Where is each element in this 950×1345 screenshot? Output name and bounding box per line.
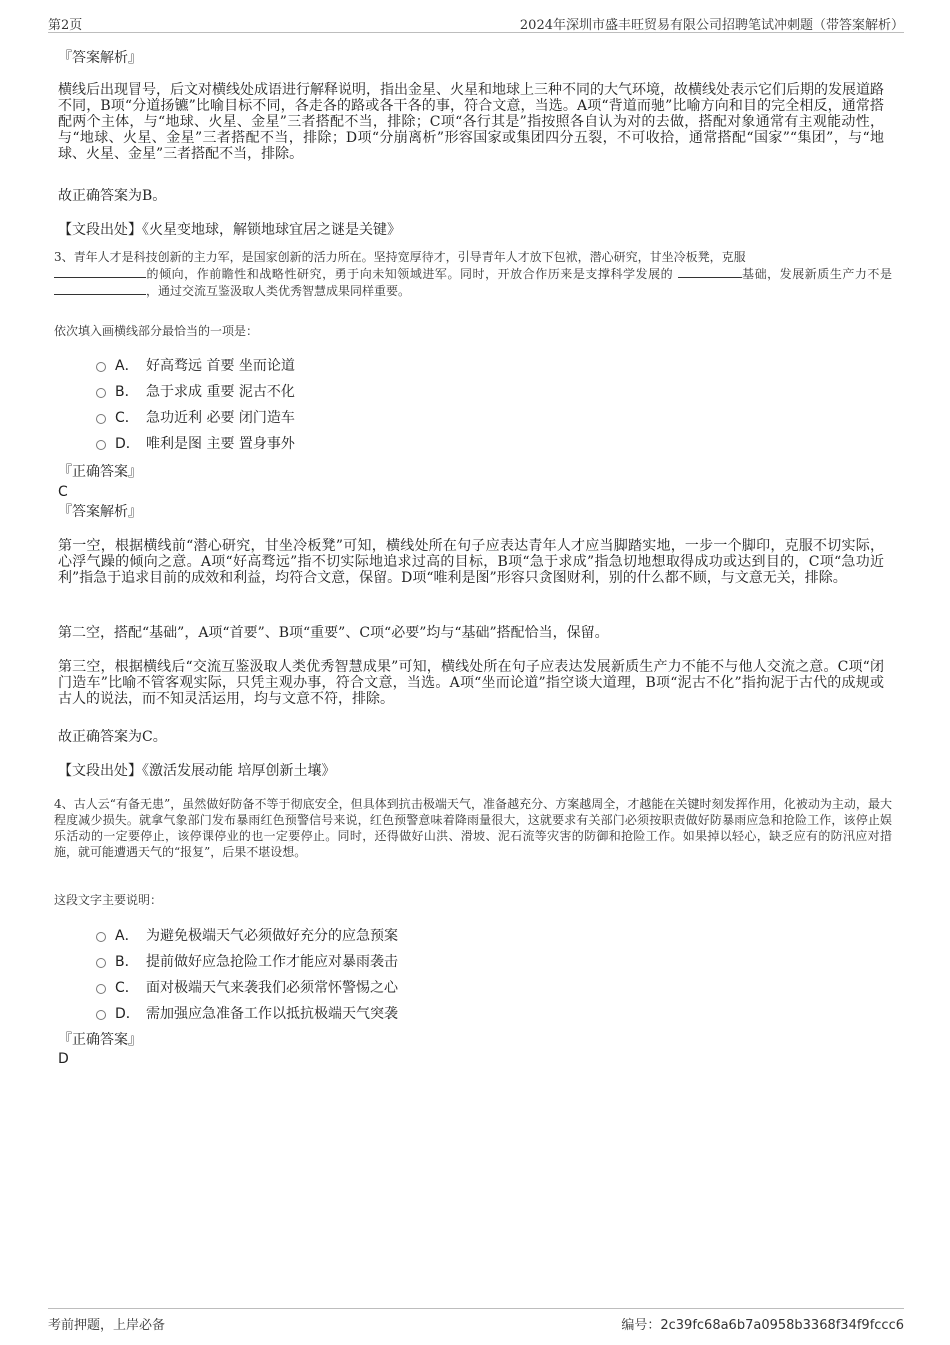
- analysis-label: 『答案解析』: [58, 50, 142, 66]
- fill-blank-2: [678, 265, 742, 278]
- analysis-label: 『答案解析』: [58, 504, 142, 520]
- correct-answer-value: C: [58, 484, 68, 500]
- document-code: 编号：2c39fc68a6b7a0958b3368f34f9fccc6: [621, 1318, 904, 1333]
- analysis-paragraph-3: 第三空，根据横线后“交流互鉴汲取人类优秀智慧成果”可知，横线处所在句子应表达发展新质生产力不能不与他人交流之意。C项“闭门造车”比喻不管客观实际，只凭主观办事，符合文意，当选。A项“坐而论道”指空谈大道理，B项“泥古不化”指拘泥于古代的成规或古人的说法，而不知灵活运用，均与文意不符，排除。: [58, 659, 884, 707]
- document-title: 2024年深圳市盛丰旺贸易有限公司招聘笔试冲刺题（带答案解析）: [519, 18, 904, 33]
- radio-button[interactable]: [96, 414, 106, 424]
- question-number: 3: [54, 250, 62, 264]
- footer-slogan: 考前押题，上岸必备: [48, 1318, 166, 1333]
- correct-answer-label: 『正确答案』: [58, 1032, 142, 1048]
- correct-answer-label: 『正确答案』: [58, 464, 142, 480]
- conclusion-text: 故正确答案为B。: [58, 188, 167, 204]
- radio-button[interactable]: [96, 388, 106, 398]
- correct-answer-value: D: [58, 1051, 69, 1067]
- source-citation: 【文段出处】《火星变地球，解锁地球宜居之谜是关键》: [58, 222, 401, 238]
- radio-button[interactable]: [96, 440, 106, 450]
- question-3-instruction: 依次填入画横线部分最恰当的一项是：: [54, 324, 259, 338]
- question-4-instruction: 这段文字主要说明：: [54, 893, 163, 907]
- fill-blank-1: [54, 265, 146, 278]
- question-number: 4: [54, 797, 62, 811]
- analysis-paragraph-2: 第二空，搭配“基础”，A项“首要”、B项“重要”、C项“必要”均与“基础”搭配恰当，保留。: [58, 625, 609, 641]
- conclusion-text: 故正确答案为C。: [58, 729, 167, 745]
- page-footer: [48, 1308, 904, 1331]
- radio-button[interactable]: [96, 1010, 106, 1020]
- radio-button[interactable]: [96, 932, 106, 942]
- radio-button[interactable]: [96, 362, 106, 372]
- page-number: 第2页: [48, 18, 83, 33]
- question-4-stem: 4、古人云“有备无患”，虽然做好防备不等于彻底安全，但具体到抗击极端天气，准备越充分、方案越周全，才越能在关键时刻发挥作用，化被动为主动，最大程度减少损失。就拿气象部门发布暴雨红色预警信号来说，红色预警意味着降雨量很大，这就要求有关部门必须按职责做好防暴雨应急和抢险工作，该停止娱乐活动的一定要停止，该停课停业的也一定要停止。同时，还得做好山洪、滑坡、泥石流等灾害的防御和抢险工作。如果掉以轻心，缺乏应有的防汛应对措施，就可能遭遇天气的“报复”，后果不堪设想。: [54, 797, 892, 859]
- question-3-stem: 3、青年人才是科技创新的主力军，是国家创新的活力所在。坚持宽厚待才，引导青年人才放下包袱，潜心研究，甘坐冷板凳，克服 的倾向，作前瞻性和战略性研究，勇于向未知领域进军。同时，开放合作历来是支撑科学发展的 基础，发展新质生产力不是 ，通过交流互鉴汲取人类优秀智慧成果同样重要。: [54, 250, 892, 298]
- radio-button[interactable]: [96, 958, 106, 968]
- analysis-text: 横线后出现冒号，后文对横线处成语进行解释说明，指出金星、火星和地球上三种不同的大气环境，故横线处表示它们后期的发展道路不同，B项“分道扬镳”比喻目标不同，各走各的路或各干各的事，符合文意，当选。A项“背道而驰”比喻方向和目的完全相反，通常搭配两个主体，与“地球、火星、金星”三者搭配不当，排除；C项“各行其是”指按照各自认为对的去做，搭配对象通常有主观能动性，与“地球、火星、金星”三者搭配不当，排除；D项“分崩离析”形容国家或集团四分五裂，不可收拾，通常搭配“国家”“集团”，与“地球、火星、金星”三者搭配不当，排除。: [58, 82, 884, 162]
- source-citation: 【文段出处】《激活发展动能 培厚创新土壤》: [58, 763, 336, 779]
- fill-blank-3: [54, 282, 146, 295]
- page-header: [48, 14, 904, 33]
- radio-button[interactable]: [96, 984, 106, 994]
- analysis-paragraph-1: 第一空，根据横线前“潜心研究，甘坐冷板凳”可知，横线处所在句子应表达青年人才应当脚踏实地，一步一个脚印，克服不切实际，心浮气躁的倾向之意。A项“好高骛远”指不切实际地追求过高的目标，B项“急于求成”指急切地想取得成功或达到目的，C项“急功近利”指急于追求目前的成效和利益，均符合文意，保留。D项“唯利是图”形容只贪图财利，别的什么都不顾，与文意无关，排除。: [58, 538, 884, 586]
